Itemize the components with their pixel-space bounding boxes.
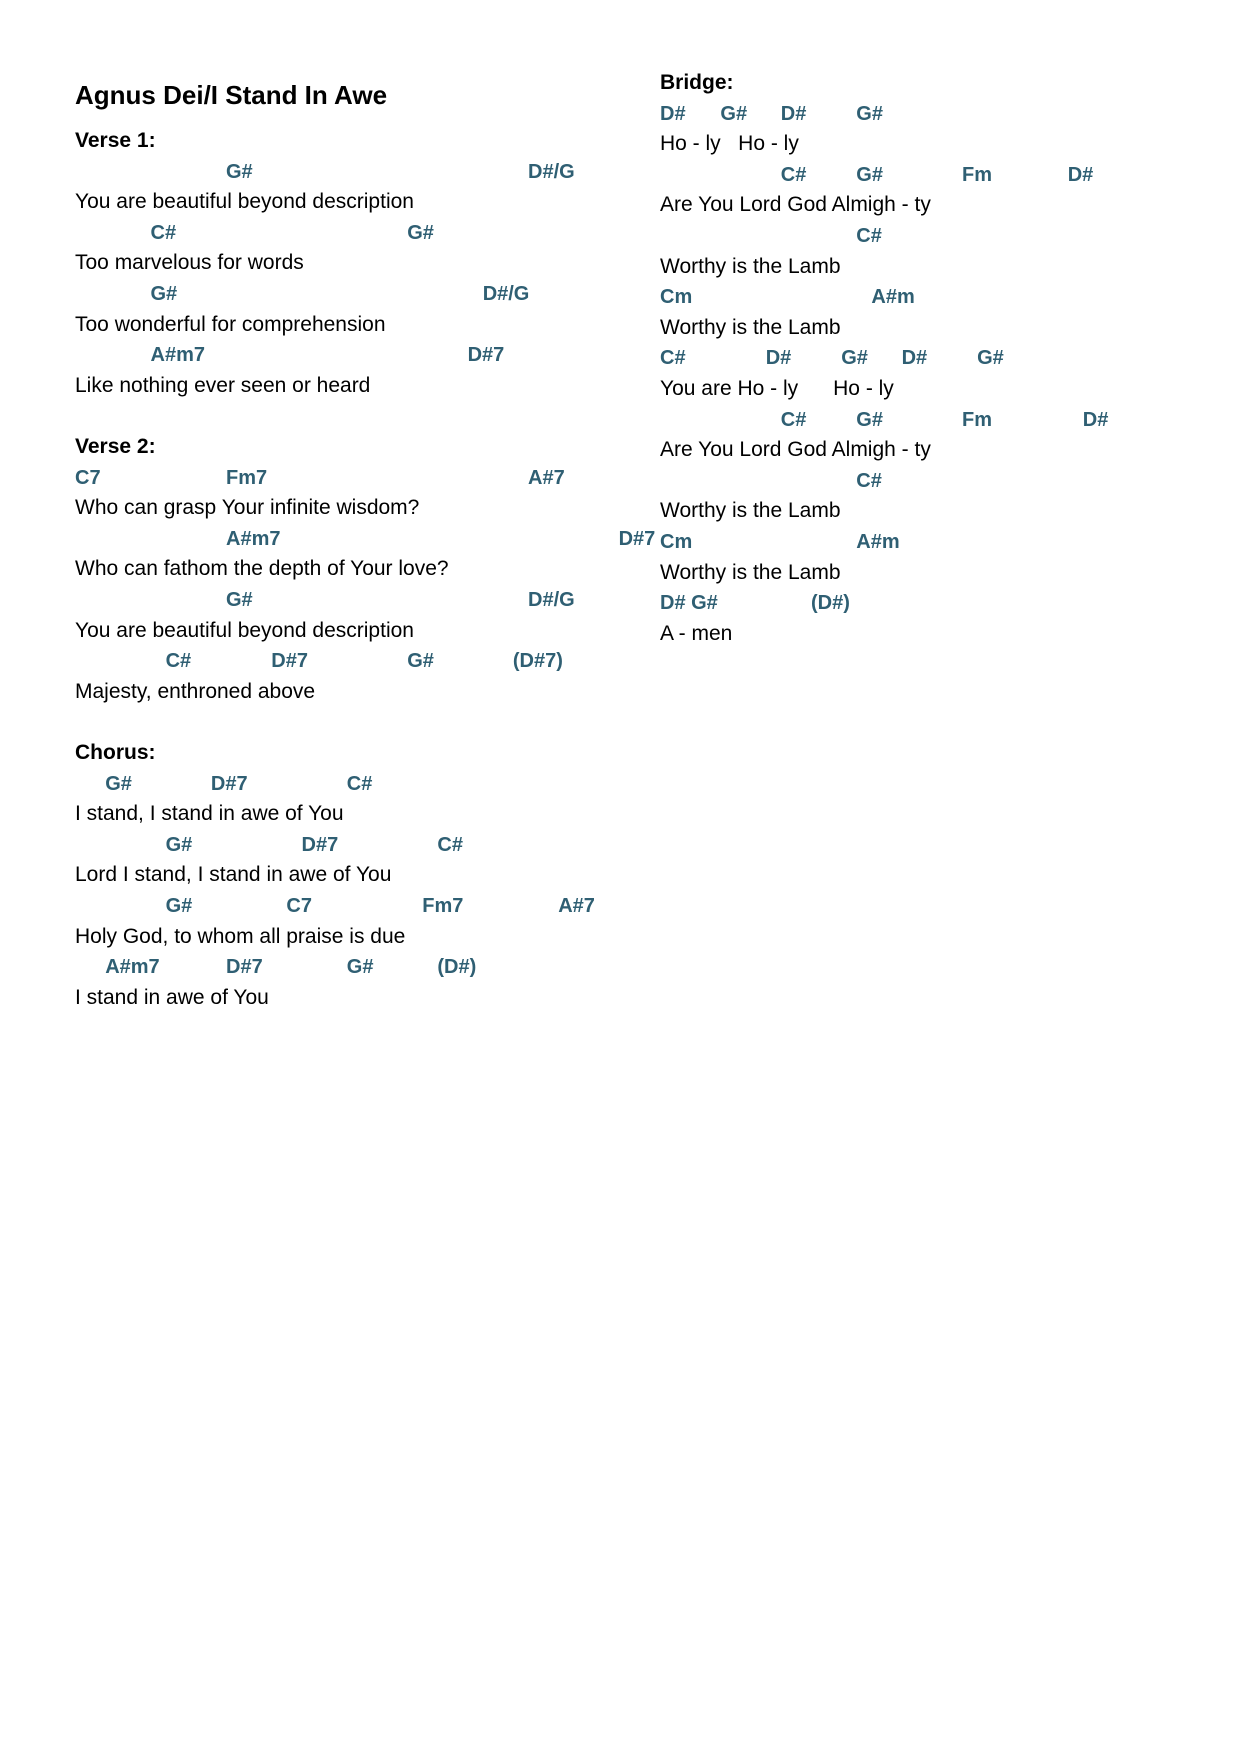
chord: C7: [286, 895, 312, 917]
chord: G#: [165, 895, 193, 917]
chord: G#: [165, 833, 193, 856]
chord: G#: [226, 160, 253, 183]
lyric-line: I stand in awe of You: [75, 985, 269, 1009]
chord: (D#): [437, 956, 477, 979]
chord: G#: [105, 772, 132, 795]
lyric-line: Are You Lord God Almigh - ty: [660, 193, 931, 217]
chord: C#: [165, 650, 192, 673]
chord: C#: [856, 469, 882, 492]
lyric-line: You are beautiful beyond description: [75, 618, 414, 642]
lyric-line: Too wonderful for comprehension: [75, 312, 386, 336]
lyric-line: Worthy is the Lamb: [660, 560, 841, 584]
chord: D#7: [301, 833, 339, 856]
chord: D#7: [467, 344, 505, 367]
chord: G#: [856, 163, 883, 186]
chord: Fm: [962, 408, 992, 431]
lyric-line: Worthy is the Lamb: [660, 499, 841, 523]
lyric-line: Worthy is the Lamb: [660, 315, 841, 339]
chord-line: [75, 646, 635, 676]
chord: D#: [780, 102, 807, 125]
chord: G#: [346, 956, 374, 979]
lyric-line: Ho - ly Ho - ly: [660, 132, 799, 156]
chord: C#: [150, 221, 177, 244]
chord: A#m7: [105, 956, 160, 979]
chord: A#m7: [226, 527, 281, 550]
section-heading: Verse 1:: [75, 129, 156, 152]
chord: G#: [407, 650, 434, 673]
chord: G#: [841, 347, 868, 370]
chord-line: [660, 343, 1220, 373]
lyric-line: Majesty, enthroned above: [75, 679, 316, 703]
chord: D#/G: [528, 160, 575, 183]
chord: (D#): [811, 592, 850, 615]
chord: D#7: [210, 772, 248, 795]
chord: A#7: [558, 895, 595, 917]
chord: D#: [660, 102, 686, 125]
chord-line: [75, 952, 635, 982]
chord: C#: [780, 163, 807, 186]
chord: C#: [660, 347, 686, 370]
chord: A#m: [856, 531, 900, 553]
chord: G#: [856, 408, 883, 431]
chord: D# G#: [660, 592, 718, 615]
chord: D#: [1082, 408, 1109, 431]
lyric-line: A - men: [660, 621, 733, 645]
chord: D#: [901, 347, 928, 370]
chord: D#: [765, 347, 792, 370]
chord-line: [75, 279, 635, 309]
chord: Fm7: [422, 895, 464, 917]
chord: D#: [1067, 163, 1094, 186]
chord: C#: [437, 833, 463, 856]
chord: C7: [75, 466, 101, 489]
chord: (D#7): [512, 650, 563, 673]
lyric-line: Who can grasp Your infinite wisdom?: [75, 496, 420, 520]
chord: A#7: [528, 466, 565, 489]
lyric-line: Too marvelous for words: [75, 251, 304, 275]
chord-line: [75, 585, 635, 615]
section-heading: Bridge:: [660, 71, 734, 94]
lyric-line: Like nothing ever seen or heard: [75, 373, 371, 397]
lyric-line: You are beautiful beyond description: [75, 190, 414, 214]
chord-line: [75, 830, 635, 860]
song-title: Agnus Dei/I Stand In Awe: [75, 80, 388, 110]
chord: A#m: [871, 286, 915, 309]
chord: G#: [720, 102, 748, 125]
chord: G#: [226, 589, 253, 611]
section-heading: Verse 2:: [75, 435, 156, 458]
chord-line: [660, 527, 1220, 557]
chord: Cm: [660, 286, 693, 309]
chord: G#: [977, 347, 1004, 370]
lyric-line: Lord I stand, I stand in awe of You: [75, 863, 392, 887]
chord: Fm: [962, 163, 992, 186]
chord: C#: [856, 225, 882, 247]
chord-line: [75, 463, 635, 493]
chord: Fm7: [226, 466, 268, 489]
lyric-line: Holy God, to whom all praise is due: [75, 924, 406, 948]
chord: Cm: [660, 531, 693, 553]
chord-line: [660, 160, 1220, 190]
chord: D#7: [271, 650, 308, 673]
chord-line: [660, 405, 1220, 435]
chord-line: [660, 282, 1220, 312]
chord-line: [75, 891, 635, 921]
chord: D#/G: [482, 283, 530, 305]
chord: G#: [407, 221, 434, 244]
chord: C#: [346, 772, 373, 795]
lyric-line: I stand, I stand in awe of You: [75, 802, 344, 826]
chord: D#/G: [528, 589, 575, 611]
chord: D#7: [618, 527, 656, 550]
chord-line: [660, 466, 1220, 496]
chord: A#m7: [150, 344, 205, 367]
section-heading: Chorus:: [75, 741, 156, 764]
chord-line: [75, 769, 635, 799]
chord-line: [75, 157, 635, 187]
lyric-line: You are Ho - ly Ho - ly: [660, 377, 894, 400]
chord-line: [75, 524, 656, 554]
chord-line: [75, 340, 635, 370]
chord-line: [660, 588, 1220, 618]
lyric-line: Who can fathom the depth of Your love?: [75, 557, 449, 581]
lyric-line: Worthy is the Lamb: [660, 254, 841, 278]
lyric-line: Are You Lord God Almigh - ty: [660, 438, 931, 462]
chord: D#7: [226, 956, 263, 979]
chord-line: [660, 99, 1220, 129]
chord: G#: [856, 102, 883, 125]
chord-line: [660, 221, 1220, 251]
chord-line: [75, 218, 635, 248]
chord: C#: [780, 408, 807, 431]
chord: G#: [150, 283, 178, 305]
